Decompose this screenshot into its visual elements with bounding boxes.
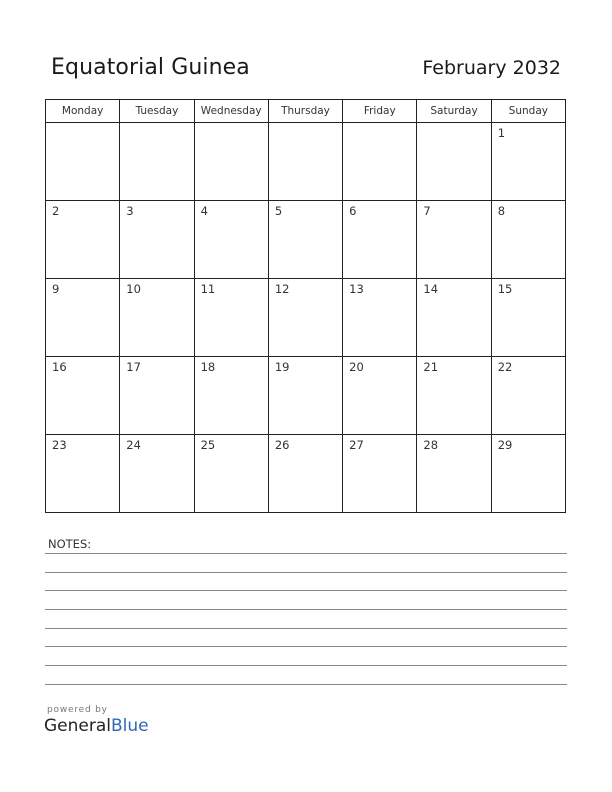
day-cell [268,357,342,435]
weekday-header-row [46,100,566,123]
day-number: 3 [126,204,134,218]
weekday-header: Sunday [491,100,565,123]
day-number: 13 [349,282,364,296]
day-cell [417,201,491,279]
day-number: 7 [423,204,431,218]
day-cell [491,435,565,513]
week-row [46,123,566,201]
day-cell [120,201,194,279]
logo-general: General [44,716,111,736]
day-cell [194,435,268,513]
day-cell [194,357,268,435]
day-cell [46,435,120,513]
day-cell [46,201,120,279]
day-number: 1 [497,126,506,140]
day-cell [417,357,491,435]
day-cell [194,201,268,279]
notes-label: NOTES: [48,537,92,551]
day-number: 26 [274,438,290,452]
week-row [46,357,566,435]
day-number: 20 [349,360,364,374]
day-cell [417,279,491,357]
day-cell [417,123,491,201]
note-line [45,590,567,591]
note-line [45,646,567,647]
weekday-header: Saturday [417,100,491,123]
day-cell [343,357,417,435]
day-number: 16 [52,360,67,374]
day-cell [268,123,342,201]
day-number: 28 [423,438,439,452]
day-number: 9 [52,282,60,296]
calendar-grid [45,99,566,513]
day-number: 14 [423,282,439,296]
day-cell [46,123,120,201]
day-number: 8 [497,204,506,218]
logo-blue: Blue [111,716,149,736]
day-cell [491,201,565,279]
day-cell [343,123,417,201]
day-number: 2 [52,204,60,218]
weekday-header: Friday [343,100,417,123]
day-number: 5 [274,204,283,218]
note-line [45,628,567,629]
day-number: 25 [200,438,216,452]
day-cell [46,357,120,435]
day-cell [120,435,194,513]
day-cell [194,123,268,201]
day-cell [268,279,342,357]
day-cell [417,435,491,513]
day-number: 4 [200,204,208,218]
day-cell [268,435,342,513]
day-cell [343,435,417,513]
day-cell [491,123,565,201]
weekday-header: Tuesday [120,100,194,123]
day-cell [343,279,417,357]
page-title: Equatorial Guinea [51,55,250,80]
day-cell [491,357,565,435]
day-number: 18 [200,360,216,374]
note-line [45,665,567,666]
day-number: 12 [274,282,290,296]
day-number: 23 [52,438,67,452]
week-row [46,279,566,357]
day-number: 11 [200,282,216,296]
day-number: 24 [126,438,141,452]
weekday-header: Wednesday [194,100,268,123]
day-cell [120,357,194,435]
week-row [46,201,566,279]
day-number: 21 [423,360,439,374]
week-row [46,435,566,513]
day-number: 29 [497,438,513,452]
day-number: 19 [274,360,290,374]
day-cell [46,279,120,357]
month-title: February 2032 [422,57,561,79]
note-line [45,684,567,685]
day-number: 27 [349,438,364,452]
day-cell [120,279,194,357]
weekday-header: Monday [46,100,120,123]
day-number: 10 [126,282,141,296]
note-line [45,572,567,573]
note-line [45,609,567,610]
day-number: 17 [126,360,141,374]
day-cell [343,201,417,279]
note-line [45,553,567,554]
day-cell [194,279,268,357]
day-number: 6 [349,204,357,218]
generalblue-logo [44,716,149,736]
weekday-header: Thursday [268,100,342,123]
day-number: 15 [497,282,513,296]
day-cell [491,279,565,357]
powered-by-text: powered by [47,705,108,715]
day-cell [268,201,342,279]
day-cell [120,123,194,201]
day-number: 22 [497,360,513,374]
